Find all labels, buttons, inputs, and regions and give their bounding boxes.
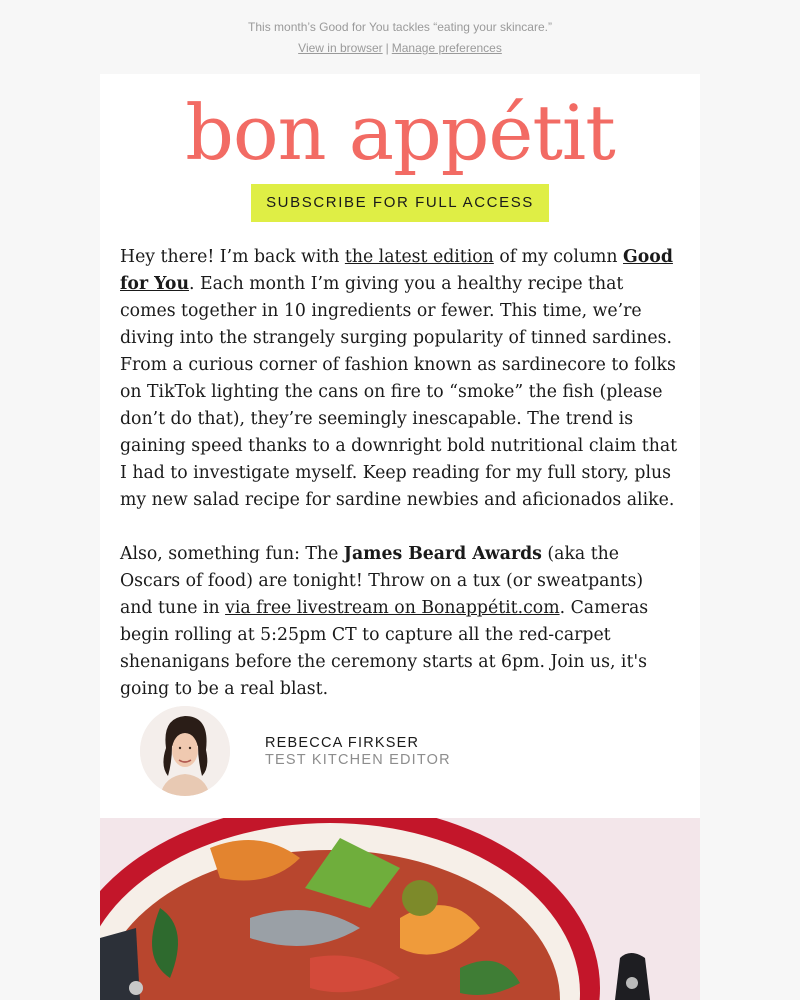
good-for-you-link[interactable]: Good for You	[120, 247, 673, 294]
james-beard-awards-text: James Beard Awards	[343, 544, 542, 564]
author-avatar	[140, 706, 230, 796]
preheader	[0, 0, 800, 74]
livestream-link[interactable]: via free livestream on Bonappétit.com	[225, 598, 560, 618]
bon-appetit-logo[interactable]: bon appétit	[185, 88, 615, 177]
sardine-salad-hero-image[interactable]	[100, 818, 700, 1000]
view-in-browser-link[interactable]: View in browser	[298, 41, 383, 55]
james-beard-paragraph: Also, something fun: The James Beard Awards (aka the Oscars of food) are tonight! Throw on a tux (or sweatpants) and tune in via free livestream on Bonappétit.com. Cameras begin rolling at 5:25pm CT to capture all the red-carpet shenanigans before the ceremony starts at 6pm. Join us, it's going to be a real blast.	[120, 544, 649, 699]
author-role: TEST KITCHEN EDITOR	[265, 752, 451, 768]
email-card	[100, 74, 700, 1000]
preheader-links	[0, 38, 800, 59]
manage-preferences-link[interactable]: Manage preferences	[391, 41, 502, 55]
subscribe-button[interactable]: SUBSCRIBE FOR FULL ACCESS	[251, 184, 549, 222]
cta-wrapper	[100, 184, 700, 240]
author-byline	[140, 706, 660, 798]
intro-paragraph: Hey there! I’m back with the latest edition of my column Good for You. Each month I’m giving you a healthy recipe that comes together in 10 ingredients or fewer. This time, we’re diving into the strangely surging popularity of tinned sardines. From a curious corner of fashion known as sardinecore to folks on TikTok lighting the cans on fire to “smoke” the fish (please don’t do that), they’re seemingly inescapable. The trend is gaining speed thanks to a downright bold nutritional claim that I had to investigate myself. Keep reading for my full story, plus my new salad recipe for sardine newbies and aficionados alike.	[120, 247, 678, 510]
article-body	[100, 240, 700, 703]
link-separator: |	[385, 41, 389, 55]
latest-edition-link[interactable]: the latest edition	[344, 247, 494, 267]
preheader-text: This month’s Good for You tackles “eating your skincare.”	[248, 20, 552, 34]
author-name: REBECCA FIRKSER	[265, 735, 420, 751]
